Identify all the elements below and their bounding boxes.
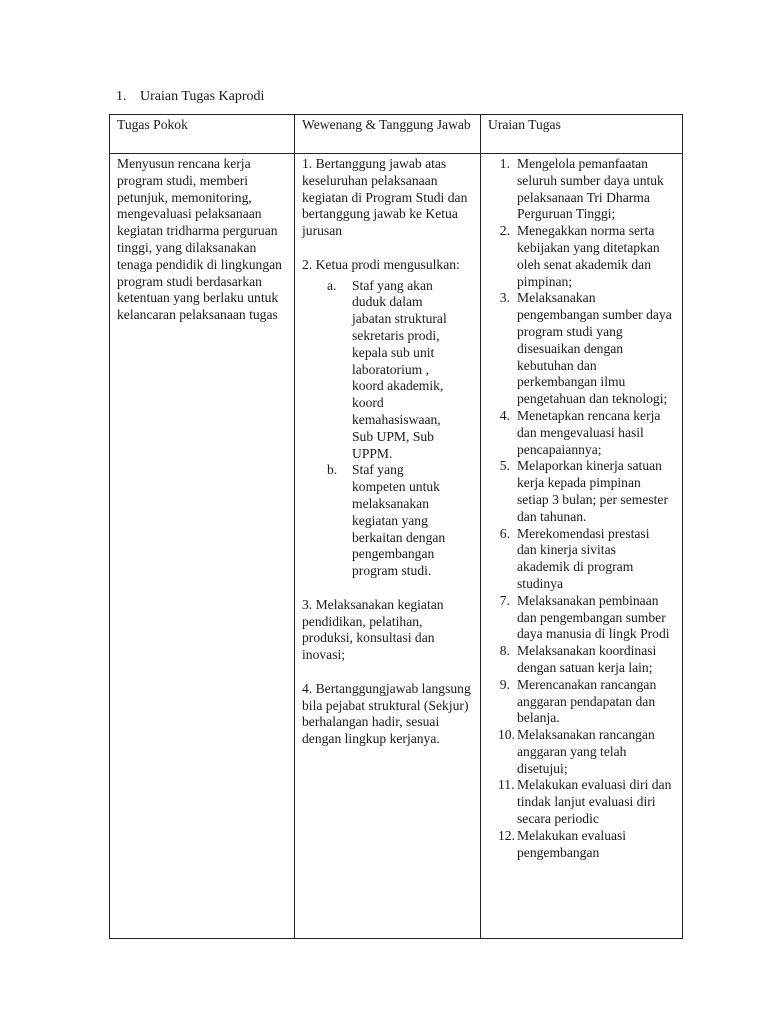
sublist-marker: a. <box>327 277 337 293</box>
header-tugas-pokok: Tugas Pokok <box>110 115 295 154</box>
list-item <box>488 643 676 677</box>
sublist-marker: b. <box>327 462 338 478</box>
task-marker: 5. <box>499 458 510 474</box>
list-item <box>488 156 676 223</box>
wewenang-point-2: 2. Ketua prodi mengusulkan: <box>302 256 460 272</box>
sublist-text: Staf yang kompeten untuk melaksanakan kegiatan yang berkaitan dengan pengembangan program studi. <box>352 462 446 579</box>
task-list <box>488 156 676 861</box>
task-text: Melaporkan kinerja satuan kerja kepada pimpinan setiap 3 bulan; per semester dan tahunan. <box>517 458 668 524</box>
list-item <box>488 593 676 643</box>
list-item <box>488 777 676 827</box>
task-marker: 2. <box>499 223 510 239</box>
task-marker: 12. <box>498 827 515 843</box>
task-marker: 7. <box>499 592 510 608</box>
task-marker: 9. <box>499 676 510 692</box>
task-text: Melaksanakan pengembangan sumber daya program studi yang disesuaikan dengan kebutuhan dan perkembangan ilmu pengetahuan dan teknologi; <box>517 290 672 407</box>
list-item <box>488 408 676 458</box>
cell-tugas-pokok <box>110 154 295 939</box>
sublist-text: Staf yang akan duduk dalam jabatan struktural sekretaris prodi, kepala sub unit laboratorium , koord akademik, koord kemahasiswaan, Sub UPM, Sub UPPM. <box>352 277 447 461</box>
header-wewenang: Wewenang & Tanggung Jawab <box>295 115 481 154</box>
task-marker: 11. <box>498 777 515 793</box>
task-text: Menegakkan norma serta kebijakan yang ditetapkan oleh senat akademik dan pimpinan; <box>517 223 660 289</box>
section-heading <box>116 88 264 105</box>
task-text: Melaksanakan koordinasi dengan satuan kerja lain; <box>517 643 657 675</box>
task-marker: 1. <box>499 156 510 171</box>
task-text: Merekomendasi prestasi dan kinerja sivitas akademik di program studinya <box>517 525 650 591</box>
cell-wewenang <box>295 154 481 939</box>
list-item <box>488 458 676 525</box>
list-item <box>488 290 676 408</box>
table-header-row <box>110 115 683 154</box>
list-item <box>488 526 676 593</box>
list-item <box>488 223 676 290</box>
task-text: Melaksanakan rancangan anggaran yang telah disetujui; <box>517 727 655 776</box>
section-title: Uraian Tugas Kaprodi <box>140 89 265 104</box>
wewenang-point-3: 3. Melaksanakan kegiatan pendidikan, pelatihan, produksi, konsultasi dan inovasi; <box>302 596 444 663</box>
table-row <box>110 154 683 939</box>
list-item <box>302 278 474 463</box>
task-marker: 6. <box>499 525 510 541</box>
task-marker: 4. <box>499 407 510 423</box>
task-text: Menetapkan rencana kerja dan mengevaluasi hasil pencapaiannya; <box>517 407 661 457</box>
header-uraian-tugas: Uraian Tugas <box>481 115 683 154</box>
list-item <box>488 677 676 727</box>
task-text: Melaksanakan pembinaan dan pengembangan sumber daya manusia di lingk Prodi <box>517 592 670 642</box>
duty-table <box>109 114 683 939</box>
proposal-sublist <box>302 278 474 580</box>
task-marker: 8. <box>499 643 510 659</box>
task-text: Mengelola pemanfaatan seluruh sumber daya untuk pelaksanaan Tri Dharma Perguruan Tinggi; <box>517 156 664 222</box>
cell-uraian-tugas <box>481 154 683 939</box>
list-item <box>488 828 676 862</box>
task-marker: 3. <box>499 290 510 306</box>
tugas-pokok-text: Menyusun rencana kerja program studi, memberi petunjuk, memonitoring, mengevaluasi pelaksanaan kegiatan tridharma perguruan tinggi, yang dilaksanakan tenaga pendidik di lingkungan program studi berdasarkan ketentuan yang berlaku untuk kelancaran pelaksanaan tugas <box>117 156 282 323</box>
list-item <box>302 462 474 580</box>
task-text: Melakukan evaluasi diri dan tindak lanjut evaluasi diri secara periodic <box>517 777 672 827</box>
wewenang-point-4: 4. Bertanggungjawab langsung bila pejabat struktural (Sekjur) berhalangan hadir, sesuai dengan lingkup kerjanya. <box>302 680 471 747</box>
wewenang-point-1: 1. Bertanggung jawab atas keseluruhan pelaksanaan kegiatan di Program Studi dan bertanggung jawab ke Ketua jurusan <box>302 156 468 239</box>
task-marker: 10. <box>498 727 515 743</box>
task-text: Merencanakan rancangan anggaran pendapatan dan belanja. <box>517 676 657 726</box>
list-item <box>488 727 676 777</box>
task-text: Melakukan evaluasi pengembangan <box>517 827 627 860</box>
section-number: 1. <box>116 89 127 104</box>
